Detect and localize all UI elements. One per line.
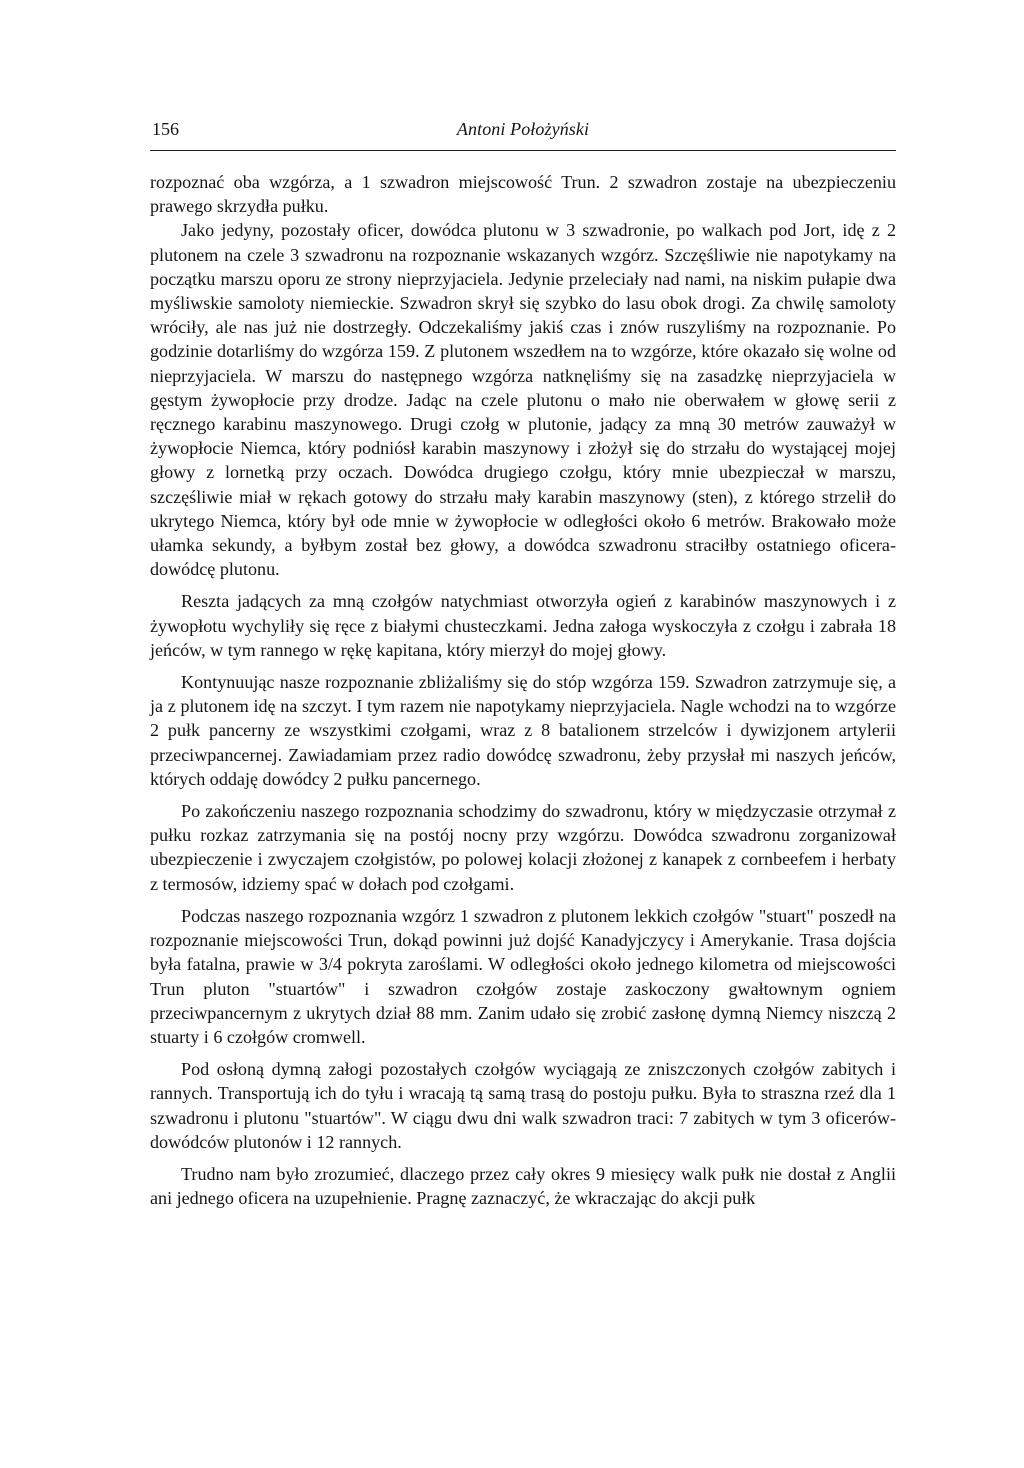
running-head-author: Antoni Położyński [456, 119, 590, 139]
body-text [150, 170, 896, 1210]
paragraph-officers: Trudno nam było zrozumieć, dlaczego przez cały okres 9 miesięcy walk pułk nie dostał z Anglii ani jednego oficera na uzupełnienie. Pragnę zaznaczyć, że wkraczając do akcji pułk [150, 1163, 896, 1209]
paragraph-losses: Pod osłoną dymną załogi pozostałych czołgów wyciągają ze zniszczonych czołgów zabitych i rannych. Transportują ich do tyłu i wracają tą samą trasą do postoju pułku. Była to straszna rzeź dla 1 szwadronu i plutonu "stuartów". W ciągu dwu dni walk szwadron traci: 7 zabitych w tym 3 oficerów-dowódców plutonów i 12 rannych. [150, 1059, 896, 1152]
page-number: 156 [152, 119, 179, 139]
page-header [150, 118, 896, 148]
paragraph-continued: rozpoznać oba wzgórza, a 1 szwadron miejscowość Trun. 2 szwadron zostaje na ubezpieczeniu prawego skrzydła pułku. [150, 172, 896, 217]
paragraph-prisoners: Reszta jadących za mną czołgów natychmiast otworzyła ogień z karabinów maszynowych i z żywopłotu wychyliły się ręce z białymi chusteczkami. Jedna załoga wyskoczyła z czołgu i zabrała 18 jeńców, w tym rannego w rękę kapitana, który mierzył do mojej głowy. [150, 591, 896, 660]
paragraph-hill-159: Kontynuując nasze rozpoznanie zbliżaliśmy się do stóp wzgórza 159. Szwadron zatrzymuje się, a ja z plutonem idę na szczyt. I tym razem nie napotykamy nieprzyjaciela. Nagle wchodzi na to wzgórze 2 pułk pancerny ze wszystkimi czołgami, wraz z 8 batalionem strzelców i dywizjonem artylerii przeciwpancernej. Zawiadamiam przez radio dowódcę szwadronu, żeby przysłał mi naszych jeńców, których oddaję dowódcy 2 pułku pancernego. [150, 672, 896, 789]
paragraph-ambush: Jako jedyny, pozostały oficer, dowódca plutonu w 3 szwadronie, po walkach pod Jort, idę z 2 plutonem na czele 3 szwadronu na rozpoznanie wskazanych wzgórz. Szczęśliwie nie napotykamy na początku marszu oporu ze strony nieprzyjaciela. Jedynie przeleciały nad nami, na niskim pułapie dwa myśliwskie samoloty niemieckie. Szwadron skrył się szybko do lasu obok drogi. Za chwilę samoloty wróciły, ale nas już nie dostrzegły. Odczekaliśmy jakiś czas i znów ruszyliśmy na rozpoznanie. Po godzinie dotarliśmy do wzgórza 159. Z plutonem wszedłem na to wzgórze, które okazało się wolne od nieprzyjaciela. W marszu do następnego wzgórza natknęliśmy się na zasadzkę nieprzyjaciela w gęstym żywopłocie przy drodze. Jadąc na czele plutonu o mało nie oberwałem w głowę serii z ręcznego karabinu maszynowego. Drugi czołg w plutonie, jadący za mną 30 metrów zauważył w żywopłocie Niemca, który podniósł karabin maszynowy i złożył się do strzału do wystającej mojej głowy z lornetką przy oczach. Dowódca drugiego czołgu, który mnie ubezpieczał w marszu, szczęśliwie miał w rękach gotowy do strzału mały karabin maszynowy (sten), z którego strzelił do ukrytego Niemca, który był ode mnie w żywopłocie w odległości około 6 metrów. Brakowało może ułamka sekundy, a byłbym został bez głowy, a dowódca szwadronu straciłby ostatniego oficera-dowódcę plutonu. [150, 220, 896, 580]
paragraph-night-stop: Po zakończeniu naszego rozpoznania schodzimy do szwadronu, który w międzyczasie otrzymał z pułku rozkaz zatrzymania się na postój nocny przy wzgórzu. Dowódca szwadronu zorganizował ubezpieczenie i zwyczajem czołgistów, po polowej kolacji złożonej z kanapek z cornbeefem i herbaty z termosów, idziemy spać w dołach pod czołgami. [150, 801, 896, 894]
header-rule [150, 150, 896, 151]
paragraph-trun-reconnaissance: Podczas naszego rozpoznania wzgórz 1 szwadron z plutonem lekkich czołgów "stuart" poszedł na rozpoznanie miejscowości Trun, dokąd powinni już dojść Kanadyjczycy i Amerykanie. Trasa dojścia była fatalna, prawie w 3/4 pokryta zaroślami. W odległości około jednego kilometra od miejscowości Trun pluton "stuartów" i szwadron czołgów zostaje zaskoczony gwałtownym ogniem przeciwpancernym z ukrytych dział 88 mm. Zanim udało się zrobić zasłonę dymną Niemcy niszczą 2 stuarty i 6 czołgów cromwell. [150, 905, 896, 1047]
